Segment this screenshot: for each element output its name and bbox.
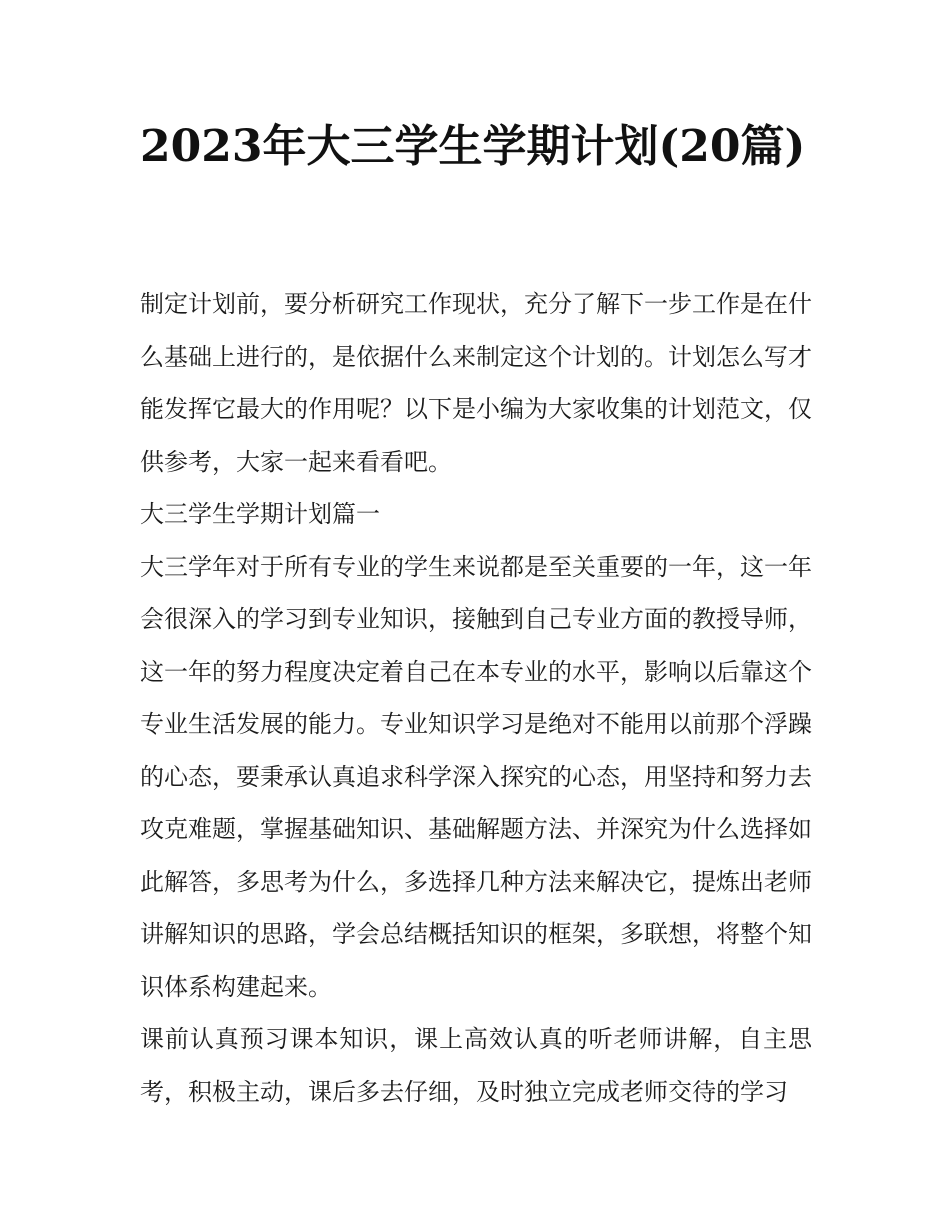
body-paragraph: 大三学年对于所有专业的学生来说都是至关重要的一年，这一年会很深入的学习到专业知识，接触到自己专业方面的教授导师，这一年的努力程度决定着自己在本专业的水平，影响以后靠这个专业生活发展的能力。专业知识学习是绝对不能用以前那个浮躁的心态，要秉承认真追求科学深入探究的心态，用坚持和努力去攻克难题，掌握基础知识、基础解题方法、并深究为什么选择如此解答，多思考为什么，多选择几种方法来解决它，提炼出老师讲解知识的思路，学会总结概括知识的框架，多联想，将整个知识体系构建起来。 (140, 552, 812, 1001)
body-paragraph: 课前认真预习课本知识，课上高效认真的听老师讲解，自主思考，积极主动，课后多去仔细，及时独立完成老师交待的学习 (140, 1025, 812, 1106)
section-heading: 大三学生学期计划篇一 (140, 500, 380, 528)
intro-paragraph: 制定计划前，要分析研究工作现状，充分了解下一步工作是在什么基础上进行的，是依据什么来制定这个计划的。计划怎么写才能发挥它最大的作用呢？以下是小编为大家收集的计划范文，仅供参考，大家一起来看看吧。 (140, 290, 812, 476)
document-body (140, 278, 812, 1118)
document-title: 2023年大三学生学期计划(20篇) (140, 121, 806, 172)
